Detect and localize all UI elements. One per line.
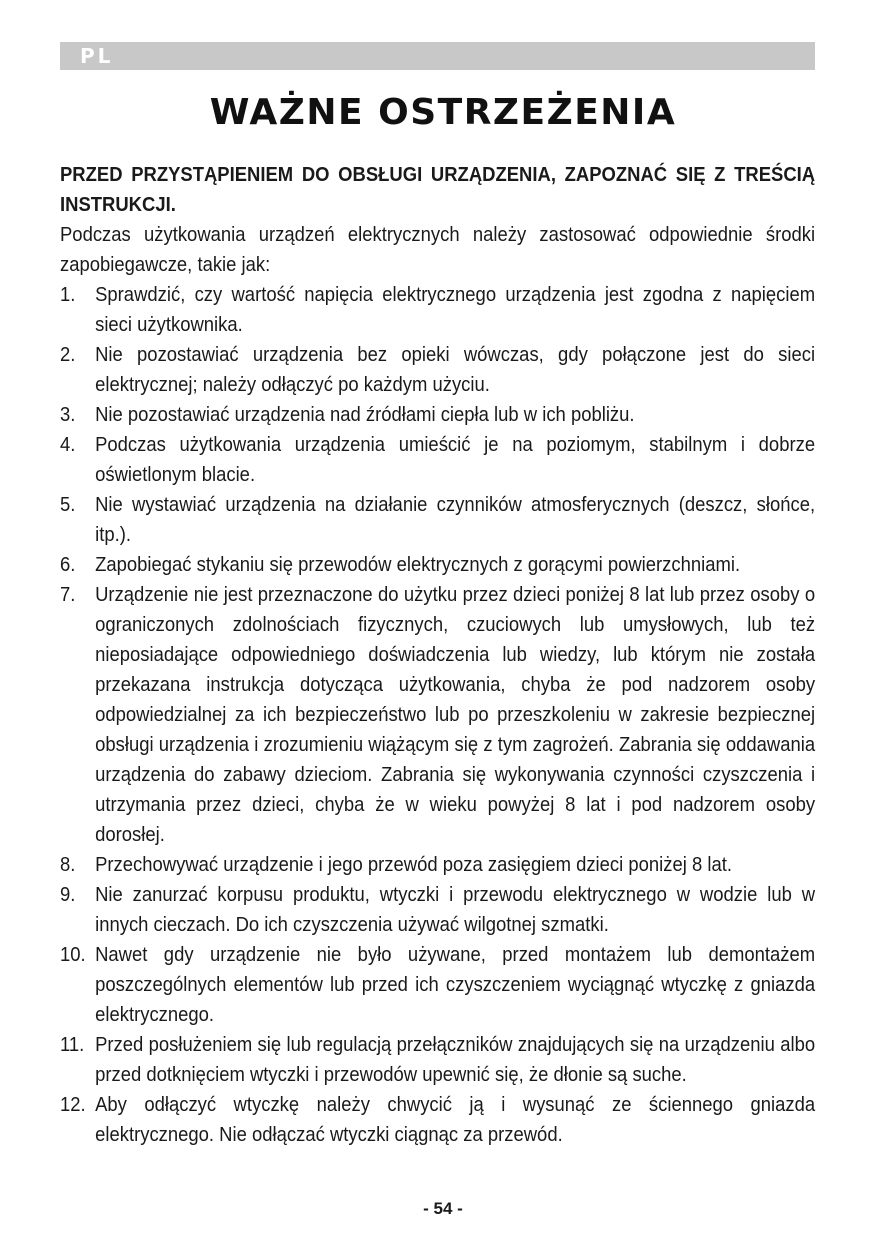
- list-item: [60, 940, 815, 1030]
- list-item: [60, 280, 815, 340]
- item-number: 3.: [60, 403, 76, 426]
- item-number: 5.: [60, 493, 76, 516]
- item-text: Przechowywać urządzenie i jego przewód poza zasięgiem dzieci poniżej 8 lat.: [95, 853, 732, 876]
- item-text: Urządzenie nie jest przeznaczone do użytku przez dzieci poniżej 8 lat lub przez osoby o ograniczonych zdolnościach fizycznych, czuciowych lub umysłowych, lub też nieposiadające odpowiedniego doświadczenia lub wiedzy, lub którym nie została przekazana instrukcja dotycząca użytkowania, chyba że pod nadzorem osoby odpowiedzialnej za ich bezpieczeństwo lub po przeszkoleniu w zakresie bezpiecznej obsługi urządzenia i zrozumieniu wiążącym się z tym zagrożeń. Zabrania się oddawania urządzenia do zabawy dzieciom. Zabrania się wykonywania czynności czyszczenia i utrzymania przez dzieci, chyba że w wieku powyżej 8 lat i pod nadzorem osoby dorosłej.: [95, 583, 816, 846]
- item-text: Nie zanurzać korpusu produktu, wtyczki i przewodu elektrycznego w wodzie lub w innych cieczach. Do ich czyszczenia używać wilgotnej szmatki.: [95, 883, 816, 936]
- item-number: 12.: [60, 1093, 86, 1116]
- item-text: Nawet gdy urządzenie nie było używane, przed montażem lub demontażem poszczególnych elementów lub przed ich czyszczeniem wyciągnąć wtyczkę z gniazda elektrycznego.: [95, 943, 816, 1026]
- item-number: 10.: [60, 943, 86, 966]
- item-number: 11.: [60, 1033, 85, 1056]
- list-item: [60, 580, 815, 850]
- item-text: Sprawdzić, czy wartość napięcia elektrycznego urządzenia jest zgodna z napięciem sieci użytkownika.: [95, 283, 816, 336]
- language-bar: [60, 42, 815, 70]
- list-item: [60, 550, 815, 580]
- item-text: Przed posłużeniem się lub regulacją przełączników znajdujących się na urządzeniu albo przed dotknięciem wtyczki i przewodów upewnić się, że dłonie są suche.: [95, 1033, 816, 1086]
- list-item: [60, 1030, 815, 1090]
- list-item: [60, 850, 815, 880]
- intro-paragraph: Podczas użytkowania urządzeń elektrycznych należy zastosować odpowiednie środki zapobiegawcze, takie jak:: [60, 223, 816, 276]
- item-number: 6.: [60, 553, 76, 576]
- page-number: - 54 -: [423, 1199, 463, 1218]
- item-text: Nie pozostawiać urządzenia bez opieki wówczas, gdy połączone jest do sieci elektrycznej; należy odłączyć po każdym użyciu.: [95, 343, 816, 396]
- list-item: [60, 340, 815, 400]
- item-number: 7.: [60, 583, 76, 606]
- document-body: [60, 160, 815, 1150]
- item-number: 4.: [60, 433, 76, 456]
- lead-paragraph: PRZED PRZYSTĄPIENIEM DO OBSŁUGI URZĄDZENIA, ZAPOZNAĆ SIĘ Z TREŚCIĄ INSTRUKCJI.: [60, 163, 816, 216]
- item-number: 9.: [60, 883, 76, 906]
- list-item: [60, 400, 815, 430]
- page-title: WAŻNE OSTRZEŻENIA: [209, 92, 677, 133]
- item-text: Podczas użytkowania urządzenia umieścić je na poziomym, stabilnym i dobrze oświetlonym blacie.: [95, 433, 816, 486]
- item-number: 1.: [60, 283, 76, 306]
- item-number: 8.: [60, 853, 76, 876]
- list-item: [60, 1090, 815, 1150]
- language-code: PL: [80, 44, 114, 68]
- item-text: Zapobiegać stykaniu się przewodów elektrycznych z gorącymi powierzchniami.: [95, 553, 741, 576]
- list-item: [60, 490, 815, 550]
- list-item: [60, 880, 815, 940]
- item-text: Nie wystawiać urządzenia na działanie czynników atmosferycznych (deszcz, słońce, itp.).: [95, 493, 816, 546]
- item-text: Nie pozostawiać urządzenia nad źródłami ciepła lub w ich pobliżu.: [95, 403, 635, 426]
- item-text: Aby odłączyć wtyczkę należy chwycić ją i wysunąć ze ściennego gniazda elektrycznego. Nie odłączać wtyczki ciągnąc za przewód.: [95, 1093, 816, 1146]
- item-number: 2.: [60, 343, 76, 366]
- warnings-list: [60, 280, 815, 1150]
- list-item: [60, 430, 815, 490]
